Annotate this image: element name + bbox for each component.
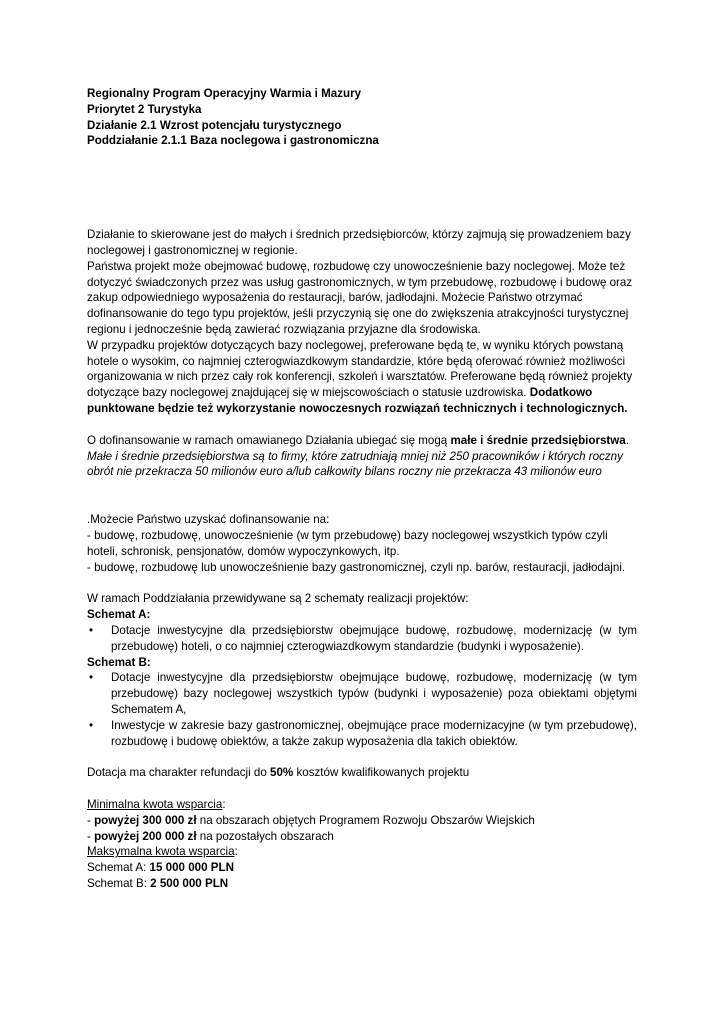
bullet-icon: • [89, 718, 94, 732]
funding-item-1: - budowę, rozbudowę, unowocześnienie (w tym przebudowę) bazy noclegowej wszystkich typów czyli hoteli, schronisk, pensjonatów, domów wypoczynkowych, itp. [87, 528, 608, 558]
min-amount-other-value: powyżej 200 000 zł [94, 829, 197, 843]
min-amount-rural-value: powyżej 300 000 zł [94, 813, 197, 827]
funding-title: .Możecie Państwo uzyskać dofinansowanie na: [87, 513, 330, 527]
refund-section [87, 765, 637, 781]
min-amount-other [87, 829, 637, 845]
schemes-intro: W ramach Poddziałania przewidywane są 2 schematy realizacji projektów: [87, 592, 469, 606]
eligibility-end: . [625, 433, 629, 447]
scheme-a-value: 15 000 000 PLN [149, 861, 234, 875]
refund-line [87, 765, 637, 781]
max-amount-heading [87, 844, 637, 860]
min-amount-rural [87, 813, 637, 829]
max-amount-scheme-b [87, 876, 637, 892]
scheme-b-list [87, 670, 637, 749]
min-amount-other-text: na pozostałych obszarach [196, 829, 334, 843]
max-amount-scheme-a [87, 860, 637, 876]
subaction-title: Poddziałanie 2.1.1 Baza noclegowa i gastronomiczna [87, 134, 379, 148]
scheme-b-label: Schemat B: [87, 877, 151, 891]
intro-paragraph-3-bold: Dodatkowo punktowane będzie też wykorzystanie nowoczesnych rozwiązań technicznych i technologicznych. [87, 386, 628, 415]
eligibility-line [87, 433, 637, 449]
list-item-text: Inwestycje w zakresie bazy gastronomicznej, obejmujące prace modernizacyjne (w tym przebudowę), rozbudowę i budowę obiektów, a także zakup wyposażenia dla takich obiektów. [111, 718, 637, 748]
list-item-text: Dotacje inwestycyjne dla przedsiębiorstw obejmujące budowę, rozbudowę, modernizację (w tym przebudowę) hoteli, o co najmniej czterogwiazdkowym standardzie (budynki i wyposażenie). [111, 623, 637, 653]
refund-lead: Dotacja ma charakter refundacji do [87, 766, 271, 780]
funding-section [87, 512, 637, 575]
document-page [87, 86, 637, 892]
refund-percent: 50% [270, 766, 294, 780]
min-amount-heading [87, 797, 637, 813]
scheme-b-title: Schemat B: [87, 655, 151, 669]
eligibility-section [87, 433, 637, 480]
document-header [87, 86, 637, 149]
eligibility-bold: małe i średnie przedsiębiorstwa [450, 433, 626, 447]
intro-section [87, 227, 637, 417]
schemes-section [87, 591, 637, 749]
intro-paragraph-3 [87, 338, 637, 417]
refund-end: kosztów kwalifikowanych projektu [293, 766, 470, 780]
dash: - [87, 829, 95, 843]
sme-definition: Małe i średnie przedsiębiorstwa są to firmy, które zatrudniają mniej niż 250 pracowników i których roczny obrót nie przekracza 50 milionów euro a/lub całkowity bilans roczny nie przekracza 43 milionów euro [87, 449, 623, 479]
scheme-a-label: Schemat A: [87, 861, 150, 875]
eligibility-lead: O dofinansowanie w ramach omawianego Działania ubiegać się mogą [87, 433, 451, 447]
priority-title: Priorytet 2 Turystyka [87, 102, 202, 116]
bullet-icon: • [89, 671, 94, 685]
action-title: Działanie 2.1 Wzrost potencjału turystycznego [87, 118, 342, 132]
scheme-a-title: Schemat A: [87, 608, 151, 622]
intro-paragraph-2: Państwa projekt może obejmować budowę, rozbudowę czy unowocześnienie bazy noclegowej. Może też dotyczyć świadczonych przez was usług gastronomicznych, w tym przebudowę, rozbudowę i budowę oraz zakup odpowiedniego wyposażenia do restauracji, barów, jadłodajni. Możecie Państwo otrzymać dofinansowanie do tego typu projektów, jeśli przyczynią się one do zwiększenia atrakcyjności turystycznej regionu i jednocześnie będą zawierać rozwiązania przyjazne dla środowiska. [87, 259, 633, 336]
program-title: Regionalny Program Operacyjny Warmia i Mazury [87, 87, 362, 100]
bullet-icon: • [89, 623, 94, 637]
min-amount-colon: : [222, 798, 226, 812]
min-amount-label: Minimalna kwota wsparcia [87, 798, 223, 812]
list-item [87, 623, 637, 655]
scheme-b-value: 2 500 000 PLN [150, 877, 229, 891]
list-item [87, 718, 637, 750]
max-amount-label: Maksymalna kwota wsparcia [87, 845, 235, 859]
funding-item-2: - budowę, rozbudowę lub unowocześnienie bazy gastronomicznej, czyli np. barów, restauracji, jadłodajni. [87, 560, 626, 574]
max-amount-colon: : [234, 845, 238, 859]
scheme-a-list [87, 623, 637, 655]
amounts-section [87, 797, 637, 892]
intro-paragraph-3-text: W przypadku projektów dotyczących bazy noclegowej, preferowane będą te, w wyniku których powstaną hotele o wysokim, co najmniej czterogwiazdkowym standardzie, które będą oferować również możliwości organizowania w nich przez cały rok konferencji, szkoleń i warsztatów. Preferowane będą również projekty dotyczące bazy noclegowej znajdującej się w miejscowościach o statusie uzdrowiska. [87, 338, 633, 400]
dash: - [87, 813, 95, 827]
list-item-text: Dotacje inwestycyjne dla przedsiębiorstw obejmujące budowę, rozbudowę, modernizację (w tym przebudowę) bazy noclegowej wszystkich typów (budynki i wyposażenie) poza obiektami objętymi Schematem A, [111, 671, 637, 716]
intro-paragraph-1: Działanie to skierowane jest do małych i średnich przedsiębiorców, którzy zajmują się prowadzeniem bazy noclegowej i gastronomicznej w regionie. [87, 228, 631, 257]
min-amount-rural-text: na obszarach objętych Programem Rozwoju Obszarów Wiejskich [196, 813, 535, 827]
list-item [87, 670, 637, 717]
